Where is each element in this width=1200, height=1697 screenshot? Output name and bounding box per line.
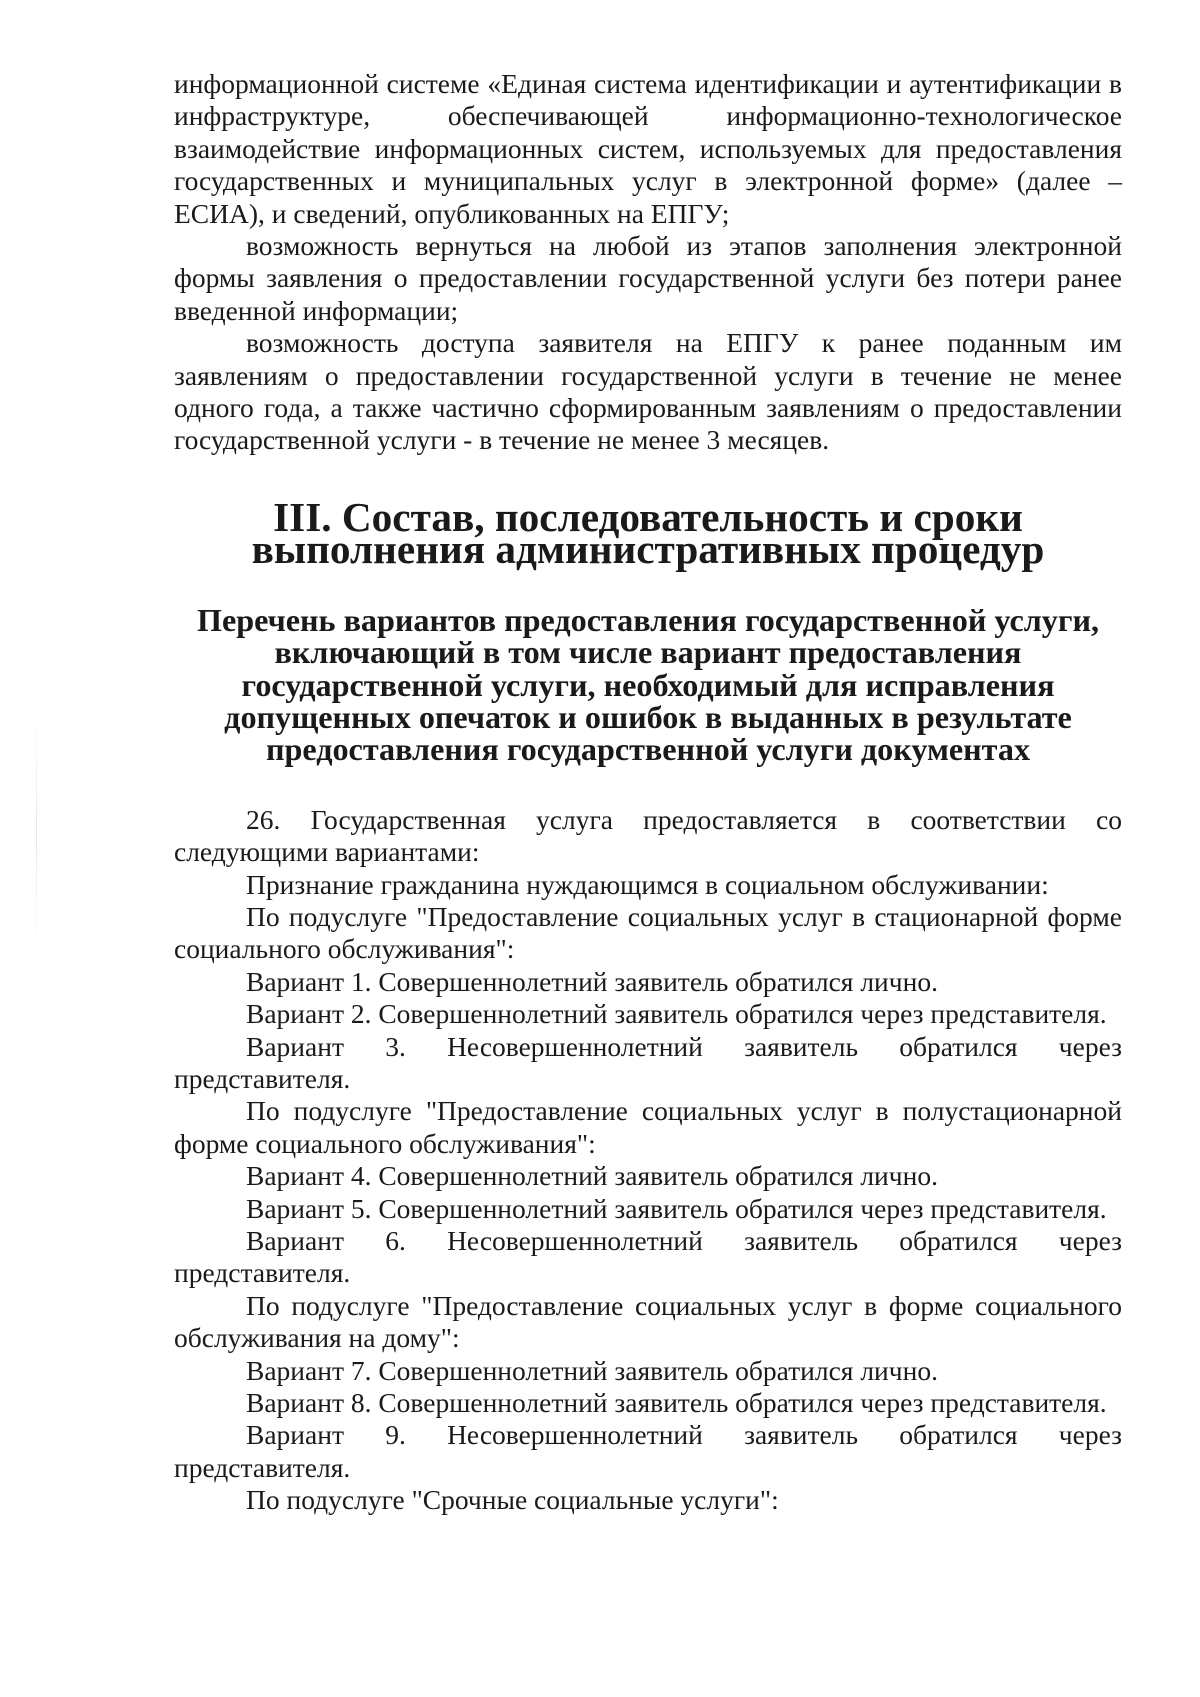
item-variant-6: Вариант 6. Несовершеннолетний заявитель обратился через представителя. xyxy=(174,1225,1122,1289)
item-subservice-home: По подуслуге "Предоставление социальных услуг в форме социального обслуживания на дому": xyxy=(174,1289,1122,1354)
item-variant-1: Вариант 1. Совершеннолетний заявитель обратился лично. xyxy=(246,965,938,997)
subsection-title-line-4: допущенных опечаток и ошибок в выданных в результате xyxy=(224,698,1072,735)
item-variant-7: Вариант 7. Совершеннолетний заявитель обратился лично. xyxy=(246,1354,938,1386)
section-title xyxy=(174,493,1122,573)
scan-margin-mark xyxy=(36,710,37,950)
item-variant-5: Вариант 5. Совершеннолетний заявитель обратился через представителя. xyxy=(246,1192,1107,1224)
document-body xyxy=(174,68,1122,1517)
item-subservice-semistationary: По подуслуге "Предоставление социальных услуг в полустационарной форме социального обслуживания": xyxy=(174,1095,1122,1159)
subsection-title-line-3: государственной услуги, необходимый для исправления xyxy=(241,666,1055,703)
item-paragraph-26: 26. Государственная услуга предоставляется в соответствии со следующими вариантами: xyxy=(174,803,1122,868)
item-variant-9: Вариант 9. Несовершеннолетний заявитель обратился через представителя. xyxy=(174,1419,1122,1483)
item-variant-3: Вариант 3. Несовершеннолетний заявитель обратился через представителя. xyxy=(174,1030,1122,1094)
item-subservice-urgent: По подуслуге "Срочные социальные услуги": xyxy=(246,1484,779,1516)
item-variant-8: Вариант 8. Совершеннолетний заявитель обратился через представителя. xyxy=(246,1387,1107,1419)
item-subservice-stationary: По подуслуге "Предоставление социальных услуг в стационарной форме социального обслуживания": xyxy=(174,900,1122,965)
item-variant-4: Вариант 4. Совершеннолетний заявитель обратился лично. xyxy=(246,1160,938,1192)
subsection-title-line-1: Перечень вариантов предоставления государственной услуги, xyxy=(196,601,1100,638)
section-title-line-1: III. Состав, последовательность и сроки xyxy=(273,493,1023,540)
variants-list xyxy=(174,804,1122,1517)
intro-paragraph-3: возможность доступа заявителя на ЕПГУ к ранее поданным им заявлениям о предоставлении государственной услуги в течение не менее одного года, а также частично сформированным заявлениям о предоставлении государственной услуги - в течение не менее 3 месяцев. xyxy=(174,327,1122,456)
item-recognition: Признание гражданина нуждающимся в социальном обслуживании: xyxy=(246,868,1049,900)
subsection-title-line-2: включающий в том числе вариант предоставления xyxy=(274,634,1022,671)
intro-paragraph-2: возможность вернуться на любой из этапов заполнения электронной формы заявления о предоставлении государственной услуги без потери ранее введенной информации; xyxy=(174,230,1122,326)
section-title-line-2: выполнения административных процедур xyxy=(251,526,1045,573)
subsection-title-line-5: предоставления государственной услуги документах xyxy=(265,731,1031,768)
item-variant-2: Вариант 2. Совершеннолетний заявитель обратился через представителя. xyxy=(246,998,1107,1030)
subsection-title xyxy=(174,601,1122,768)
intro-paragraph-1: информационной системе «Единая система идентификации и аутентификации в инфраструктуре, обеспечивающей информационно-технологическое взаимодействие информационных систем, используемых для предоставления государственных и муниципальных услуг в электронной форме» (далее – ЕСИА), и сведений, опубликованных на ЕПГУ; xyxy=(174,68,1122,229)
